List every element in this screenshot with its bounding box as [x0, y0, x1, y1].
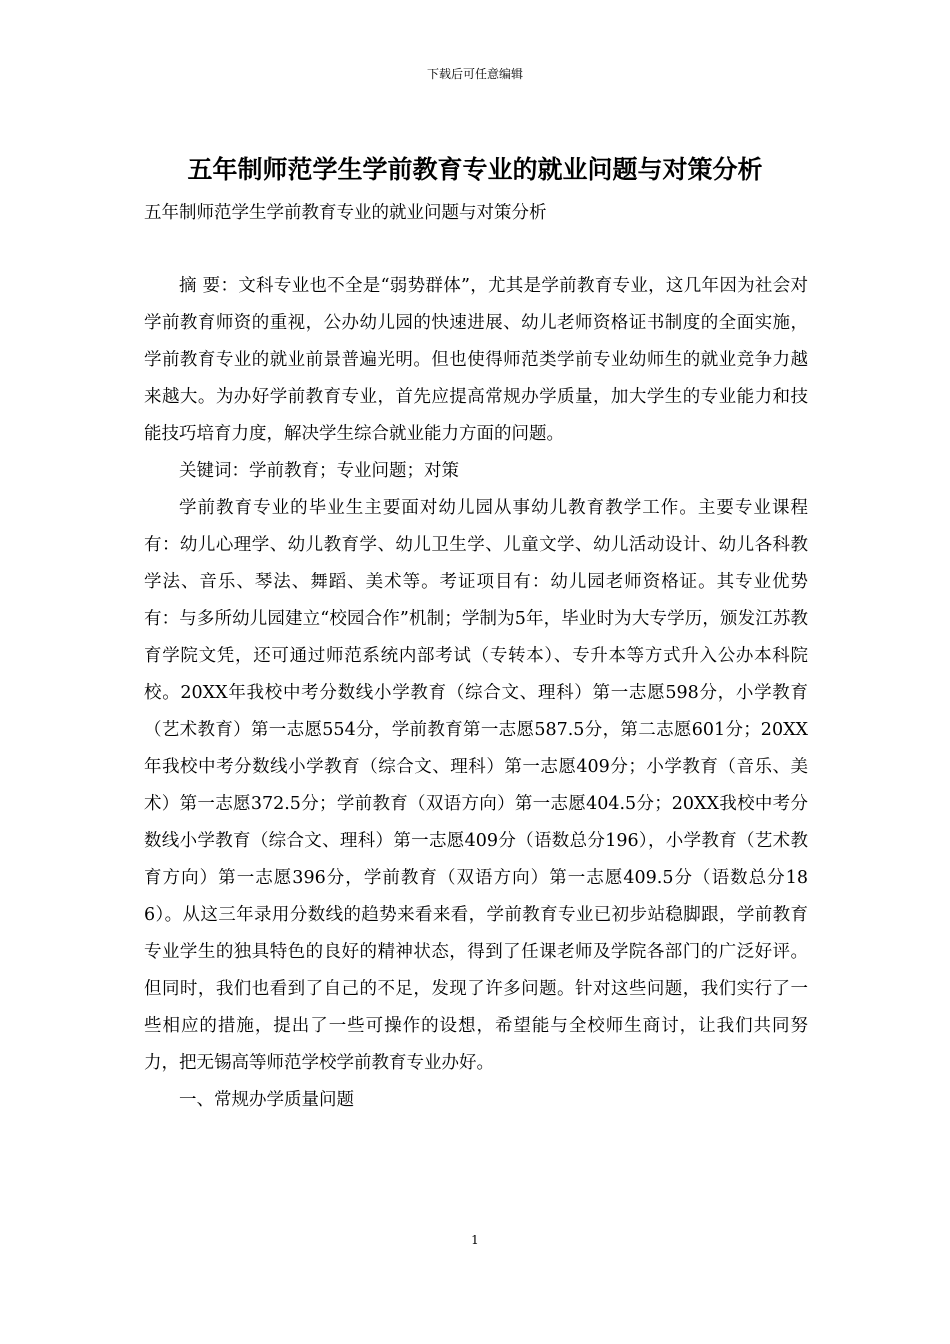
- abstract-paragraph: 摘 要：文科专业也不全是“弱势群体”，尤其是学前教育专业，这几年因为社会对学前教育师资的重视，公办幼儿园的快速进展、幼儿老师资格证书制度的全面实施，学前教育专业的就业前景普遍光明。但也使得师范类学前专业幼师生的就业竞争力越来越大。为办好学前教育专业，首先应提高常规办学质量，加大学生的专业能力和技能技巧培育力度，解决学生综合就业能力方面的问题。: [144, 276, 808, 444]
- document-body: [144, 268, 808, 1119]
- intro-paragraph: 学前教育专业的毕业生主要面对幼儿园从事幼儿教育教学工作。主要专业课程有：幼儿心理学、幼儿教育学、幼儿卫生学、儿童文学、幼儿活动设计、幼儿各科教学法、音乐、琴法、舞蹈、美术等。考证项目有：幼儿园老师资格证。其专业优势有：与多所幼儿园建立“校园合作”机制；学制为5年，毕业时为大专学历，颁发江苏教育学院文凭，还可通过师范系统内部考试（专转本）、专升本等方式升入公办本科院校。20XX年我校中考分数线小学教育（综合文、理科）第一志愿598分，小学教育（艺术教育）第一志愿554分，学前教育第一志愿587.5分，第二志愿601分；20XX年我校中考分数线小学教育（综合文、理科）第一志愿409分；小学教育（音乐、美术）第一志愿372.5分；学前教育（双语方向）第一志愿404.5分；20XX我校中考分数线小学教育（综合文、理科）第一志愿409分（语数总分196），小学教育（艺术教育方向）第一志愿396分，学前教育（双语方向）第一志愿409.5分（语数总分186）。从这三年录用分数线的趋势来看来看，学前教育专业已初步站稳脚跟，学前教育专业学生的独具特色的良好的精神状态，得到了任课老师及学院各部门的广泛好评。但同时，我们也看到了自己的不足，发现了许多问题。针对这些问题，我们实行了一些相应的措施，提出了一些可操作的设想，希望能与全校师生商讨，让我们共同努力，把无锡高等师范学校学前教育专业办好。: [144, 498, 808, 1073]
- page-number: 1: [471, 1233, 479, 1247]
- document-title: 五年制师范学生学前教育专业的就业问题与对策分析: [187, 155, 763, 184]
- header-note: 下载后可任意编辑: [426, 67, 523, 81]
- keywords-paragraph: 关键词：学前教育；专业问题；对策: [179, 461, 459, 481]
- section-heading: 一、常规办学质量问题: [179, 1090, 354, 1110]
- document-subtitle: 五年制师范学生学前教育专业的就业问题与对策分析: [144, 203, 547, 223]
